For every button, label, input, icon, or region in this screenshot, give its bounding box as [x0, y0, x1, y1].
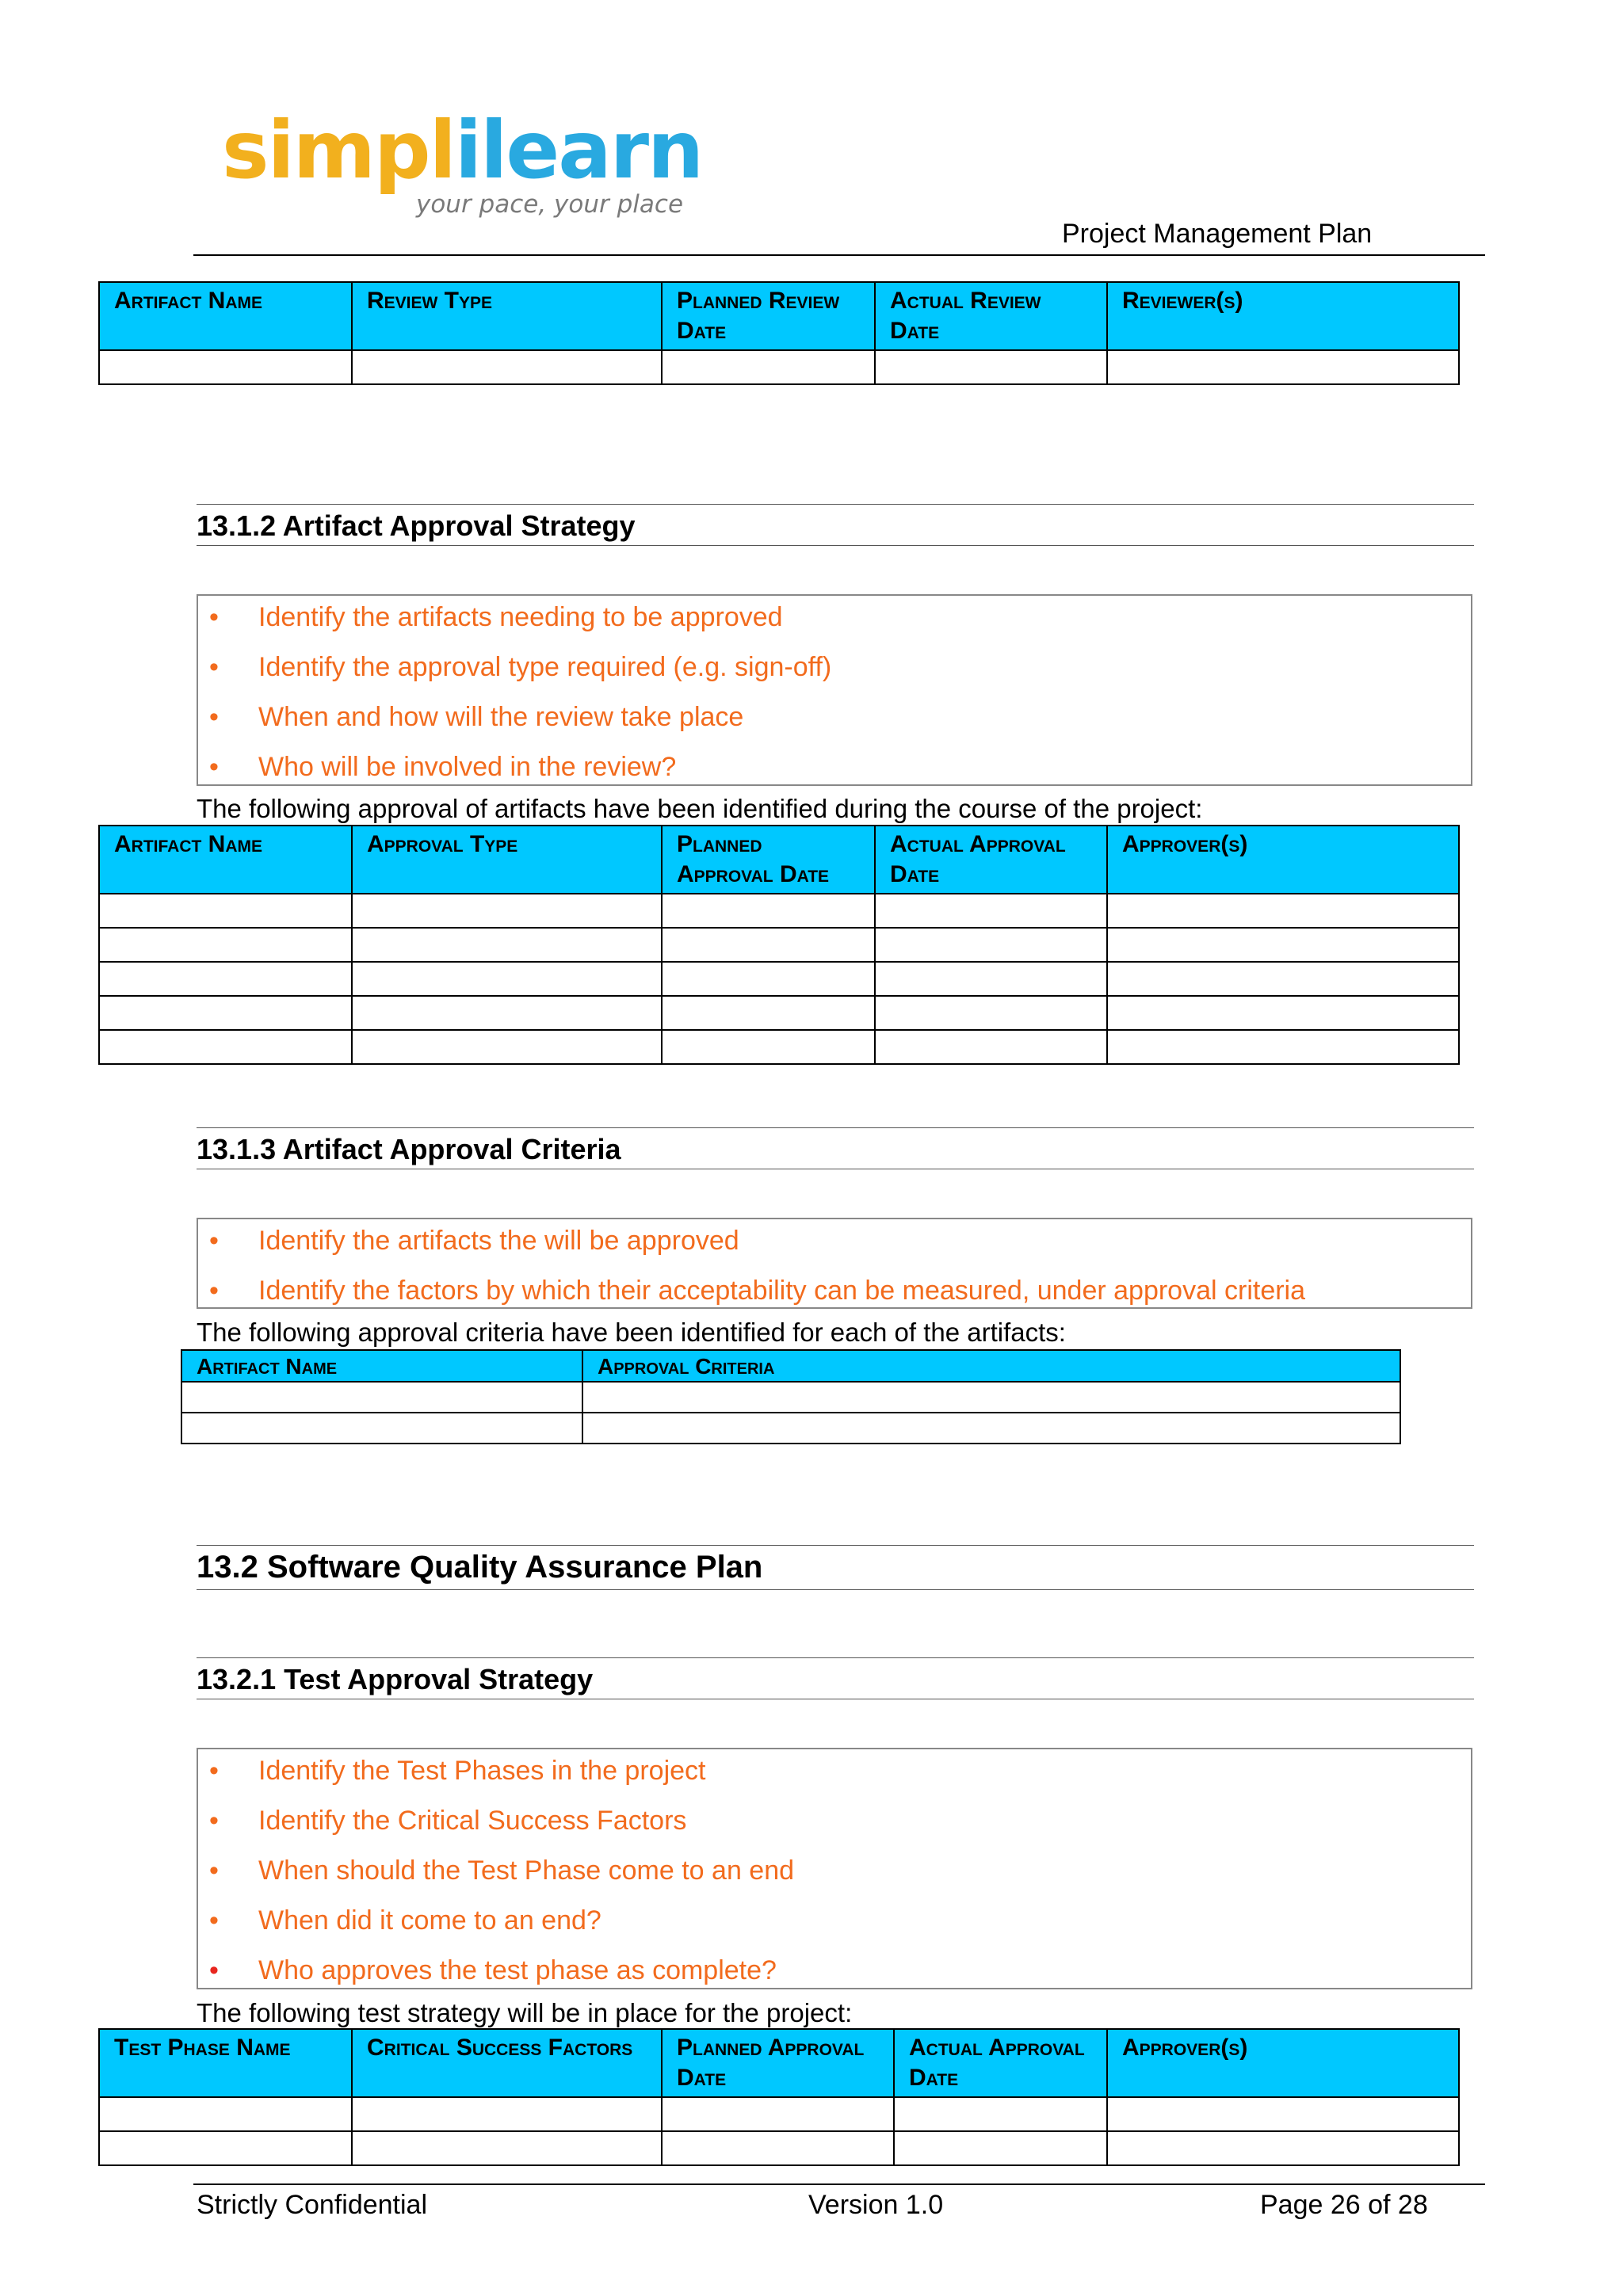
table-header-row [99, 282, 1459, 350]
table-row [99, 2131, 1459, 2165]
footer-divider [193, 2183, 1485, 2185]
bullet-icon: • [209, 1756, 219, 1786]
bullet-icon: • [209, 752, 219, 782]
footer-confidentiality: Strictly Confidential [197, 2190, 428, 2220]
logo-wordmark: simplilearn [222, 104, 703, 196]
artifact-approval-table [98, 825, 1460, 1065]
table-row [181, 1413, 1400, 1444]
guidance-box: • Identify the artifacts the will be approved • Identify the factors by which their acceptability can be measured, under approval criteria [197, 1218, 1472, 1309]
column-header: Approver(s) [1107, 2029, 1459, 2097]
table-row [99, 1030, 1459, 1064]
test-approval-table [98, 2028, 1460, 2166]
test-strategy-intro-text: The following test strategy will be in place for the project: [197, 1998, 853, 2027]
column-header: Actual Review Date [875, 282, 1107, 350]
approval-intro-text: The following approval of artifacts have been identified during the course of the project: [197, 794, 1203, 823]
section-heading-13-1-3: 13.1.3 Artifact Approval Criteria [197, 1133, 621, 1165]
table-row [99, 996, 1459, 1030]
column-header: Test Phase Name [99, 2029, 352, 2097]
document-title: Project Management Plan [1062, 219, 1373, 249]
column-header: Artifact Name [181, 1350, 582, 1382]
column-header: Planned Review Date [662, 282, 875, 350]
column-header: Actual Approval Date [875, 826, 1107, 894]
bullet-icon: • [209, 602, 219, 632]
table-header-row [181, 1350, 1400, 1382]
header-divider [193, 254, 1485, 256]
table-row [99, 894, 1459, 928]
footer-version: Version 1.0 [808, 2190, 944, 2220]
column-header: Approval Criteria [582, 1350, 1400, 1382]
bullet-icon: • [209, 1226, 219, 1256]
section-rule [197, 1545, 1474, 1546]
table-header-row [99, 826, 1459, 894]
simplilearn-logo [222, 104, 703, 230]
bullet-icon: • [209, 1855, 219, 1886]
column-header: Artifact Name [99, 282, 352, 350]
column-header: Actual Approval Date [894, 2029, 1107, 2097]
section-rule [197, 504, 1474, 505]
guidance-box: • Identify the artifacts needing to be approved • Identify the approval type required (e.g. sign-off) • When and how will the review take place • Who will be involved in the review? [197, 594, 1472, 786]
column-header: Artifact Name [99, 826, 352, 894]
footer-page-number: Page 26 of 28 [1260, 2190, 1428, 2220]
guidance-box: • Identify the Test Phases in the project • Identify the Critical Success Factors • When should the Test Phase come to an end • When did it come to an end? • Who approves the test phase as complete? [197, 1748, 1472, 1989]
column-header: Approval Type [352, 826, 662, 894]
column-header: Approver(s) [1107, 826, 1459, 894]
column-header: Planned Approval Date [662, 2029, 894, 2097]
bullet-icon: • [209, 1276, 219, 1306]
section-heading-13-2: 13.2 Software Quality Assurance Plan [197, 1550, 763, 1585]
bullet-icon: • [209, 1806, 219, 1836]
column-header: Critical Success Factors [352, 2029, 662, 2097]
bullet-icon: • [209, 1905, 219, 1936]
section-rule [197, 1127, 1474, 1128]
section-rule [197, 545, 1474, 546]
section-rule [197, 1589, 1474, 1590]
table-row [99, 350, 1459, 384]
section-heading-13-2-1: 13.2.1 Test Approval Strategy [197, 1663, 594, 1695]
criteria-intro-text: The following approval criteria have been identified for each of the artifacts: [197, 1318, 1066, 1347]
bullet-icon: • [209, 702, 219, 732]
bullet-icon: • [209, 1955, 219, 1985]
logo-tagline: your pace, your place [416, 190, 684, 219]
table-row [99, 962, 1459, 996]
table-header-row [99, 2029, 1459, 2097]
table-row [99, 2097, 1459, 2131]
column-header: Planned Approval Date [662, 826, 875, 894]
artifact-review-table [98, 281, 1460, 385]
table-row [99, 928, 1459, 962]
column-header: Reviewer(s) [1107, 282, 1459, 350]
approval-criteria-table [181, 1349, 1401, 1444]
bullet-icon: • [209, 652, 219, 682]
column-header: Review Type [352, 282, 662, 350]
section-heading-13-1-2: 13.1.2 Artifact Approval Strategy [197, 509, 636, 542]
section-rule [197, 1657, 1474, 1658]
table-row [181, 1382, 1400, 1413]
